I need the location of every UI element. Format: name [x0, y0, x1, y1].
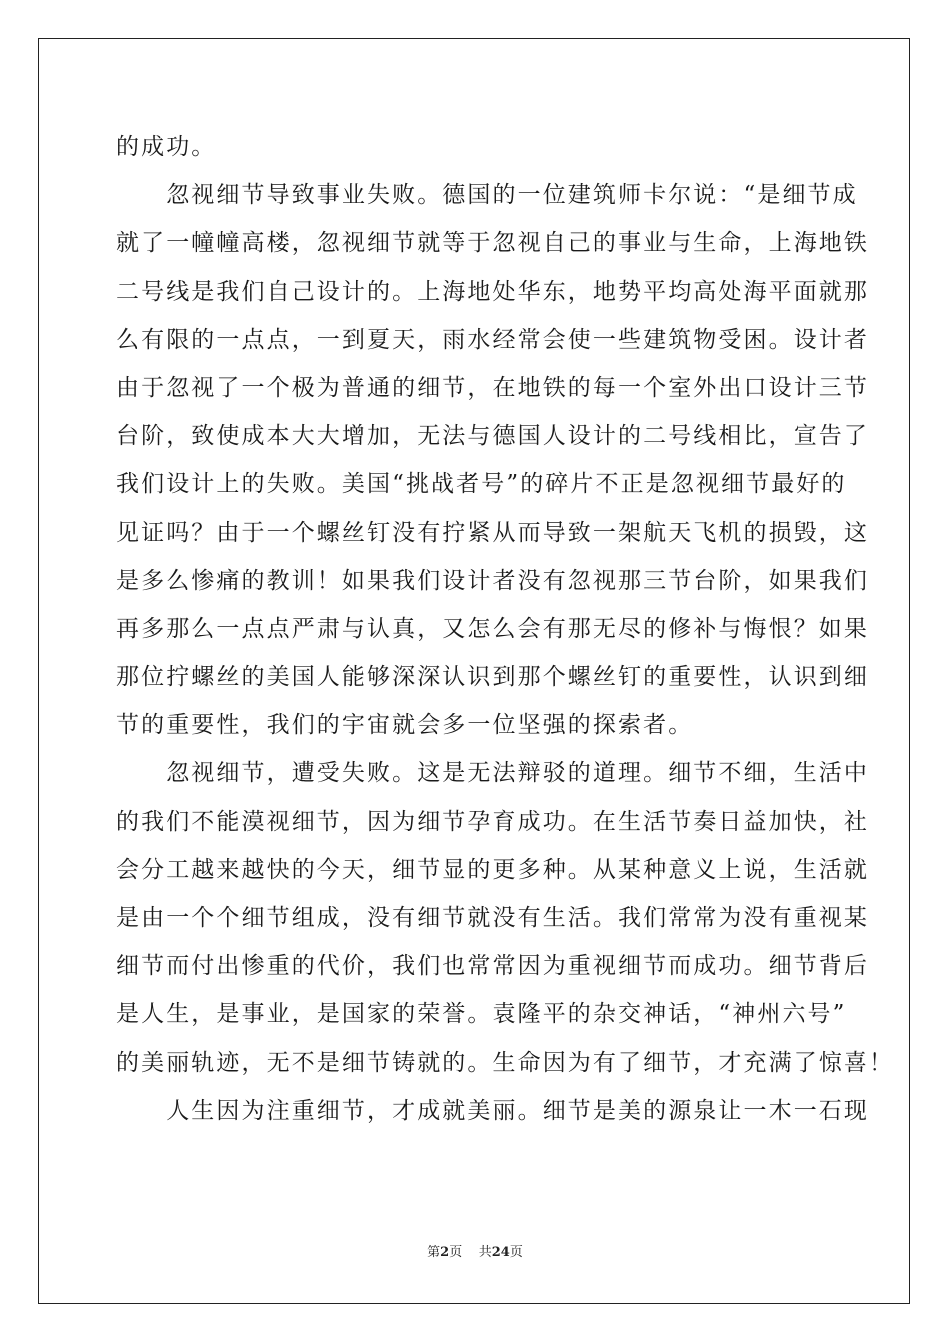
footer-total-suffix: 页: [509, 1245, 523, 1260]
text-line: 见证吗？由于一个螺丝钉没有拧紧从而导致一架航天飞机的损毁，这: [116, 519, 869, 546]
text-line: 台阶，致使成本大大增加，无法与德国人设计的二号线相比，宣告了: [116, 423, 869, 450]
paragraph-4: [116, 1087, 869, 1135]
text-line: 的成功。: [116, 134, 217, 160]
text-line: 人生因为注重细节，才成就美丽。细节是美的源泉让一木一石现: [116, 1097, 869, 1124]
text-line: 是由一个个细节组成，没有细节就没有生活。我们常常为没有重视某: [116, 905, 869, 931]
document-body: [116, 123, 895, 1135]
footer-total-pages: 24: [491, 1245, 510, 1260]
text-line: 是多么惨痛的教训！如果我们设计者没有忽视那三节台阶，如果我们: [116, 567, 869, 594]
text-line: 的我们不能漠视细节，因为细节孕育成功。在生活节奏日益加快，社: [116, 808, 869, 835]
paragraph-2: [116, 171, 869, 749]
text-line: 细节而付出惨重的代价，我们也常常因为重视细节而成功。细节背后: [116, 953, 869, 980]
footer-page-prefix: 第: [427, 1245, 441, 1260]
text-line: 节的重要性，我们的宇宙就会多一位坚强的探索者。: [116, 712, 694, 739]
text-line: 是人生，是事业，是国家的荣誉。袁隆平的杂交神话，“神州六号”: [116, 1001, 847, 1028]
footer-page-suffix: 页: [449, 1245, 463, 1260]
page-footer: [0, 1243, 950, 1263]
footer-total-prefix: 共: [478, 1245, 492, 1260]
paragraph-3: [116, 749, 895, 1086]
text-line: 我们设计上的失败。美国“挑战者号”的碎片不正是忽视细节最好的: [116, 471, 847, 498]
text-line: 会分工越来越快的今天，细节显的更多种。从某种意义上说，生活就: [116, 856, 869, 883]
text-line: 忽视细节，遭受失败。这是无法辩驳的道理。细节不细，生活中: [116, 760, 869, 787]
footer-page-number: 2: [440, 1245, 450, 1260]
text-line: 再多那么一点点严肃与认真，又怎么会有那无尽的修补与悔恨？如果: [116, 615, 869, 642]
paragraph-1: [116, 123, 836, 171]
text-line: 么有限的一点点，一到夏天，雨水经常会使一些建筑物受困。设计者: [116, 326, 869, 353]
text-line: 由于忽视了一个极为普通的细节，在地铁的每一个室外出口设计三节: [116, 374, 869, 401]
text-line: 那位拧螺丝的美国人能够深深认识到那个螺丝钉的重要性，认识到细: [116, 664, 869, 691]
text-line: 忽视细节导致事业失败。德国的一位建筑师卡尔说：“是细节成: [116, 182, 858, 209]
text-line: 就了一幢幢高楼，忽视细节就等于忽视自己的事业与生命，上海地铁: [116, 230, 869, 257]
text-line: 二号线是我们自己设计的。上海地处华东，地势平均高处海平面就那: [116, 278, 869, 305]
text-line: 的美丽轨迹，无不是细节铸就的。生命因为有了细节，才充满了惊喜！: [116, 1049, 895, 1076]
